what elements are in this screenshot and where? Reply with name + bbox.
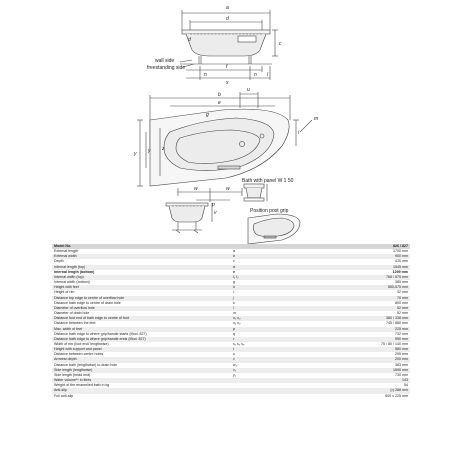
spec-value-cell: 732 mm xyxy=(395,331,408,336)
spec-symbol-cell: y₁ xyxy=(233,372,236,377)
spec-value-cell: 143 xyxy=(330,378,410,383)
spec-name-cell: Distance bath (lengthwise) to drain hole xyxy=(54,362,118,367)
spec-value-cell: 70 mm xyxy=(330,296,410,301)
spec-name-cell: Internal width (bottom) xyxy=(54,280,90,285)
spec-name-cell: Width of rim (foot end/ lengthwise) xyxy=(54,341,109,346)
panel-detail-drawing xyxy=(244,184,267,201)
spec-name-cell: Full anti-slip xyxy=(54,393,74,398)
dim-label-a: a xyxy=(226,5,229,11)
spec-name-cell: Distance bath edge to where grip/handle starts (Mod. 827) xyxy=(54,331,147,336)
dim-label-z: z xyxy=(162,146,165,152)
spec-symbol-cell: h xyxy=(231,285,330,290)
spec-symbol-cell: q xyxy=(233,331,235,336)
spec-name-cell: Diameter of overflow hole xyxy=(52,306,231,311)
spec-symbol-cell: s₁ s₂ s₃ xyxy=(233,341,245,346)
dim-label-m: m xyxy=(314,116,319,122)
spec-name-cell: Internal length (top) xyxy=(52,265,231,270)
spec-value-cell: 383 mm xyxy=(395,362,408,367)
spec-name-cell: Anti-slip xyxy=(52,388,231,393)
spec-symbol-cell: n₁ n₂ xyxy=(231,316,330,321)
spec-name-cell: Side length (lengthwise) xyxy=(52,368,231,373)
dim-label-e: e xyxy=(218,100,221,106)
spec-value-cell: 32 mm xyxy=(397,290,408,295)
wall-side-label: wall side xyxy=(155,58,175,64)
spec-value-cell: 380 / 338 mm xyxy=(330,316,410,321)
spec-symbol-cell: p xyxy=(231,327,330,332)
dim-label-g: g xyxy=(206,112,209,118)
grip-position-drawing xyxy=(248,214,300,244)
spec-value-cell: 800 mm xyxy=(395,300,408,305)
spec-value-cell: 745 / 880 mm xyxy=(386,321,408,326)
spec-value-cell: 1590 mm xyxy=(330,368,410,373)
spec-name-cell: Side length (head end) xyxy=(54,372,91,377)
spec-name-cell: Internal width (top) xyxy=(52,275,231,280)
spec-symbol-cell: v xyxy=(231,357,330,362)
spec-symbol-cell: f₁ f₂ xyxy=(231,275,330,280)
spec-name-cell: Distance bath edge to where grip/handle ends (Mod. 827) xyxy=(52,337,231,342)
spec-name-cell: Height with support and panel xyxy=(52,347,231,352)
spec-symbol-cell: b xyxy=(231,254,330,259)
spec-symbol-cell: o₁ o₂ xyxy=(233,321,241,326)
spec-symbol-cell: r xyxy=(231,337,330,342)
spec-value-cell: 75 / 80 / 140 mm xyxy=(381,341,408,346)
spec-symbol-cell: u xyxy=(233,352,235,357)
dim-label-u2: u xyxy=(247,87,250,93)
dim-label-f: f xyxy=(226,64,228,70)
spec-symbol-cell: m xyxy=(233,311,236,316)
spec-value-cell: 600 x 225 mm xyxy=(385,393,408,398)
spec-name-cell: External width xyxy=(52,254,231,259)
spec-value-cell: 225 mm xyxy=(330,327,410,332)
spec-symbol-cell: l xyxy=(231,306,330,311)
spec-name-cell: Distance between centre holes xyxy=(54,352,104,357)
spec-value-cell: 730 mm xyxy=(395,372,408,377)
spec-name-cell: Distance top edge to centre of overflow hole xyxy=(52,296,231,301)
spec-symbol-cell: g xyxy=(233,280,235,285)
spec-value-cell: 765 / 575 mm xyxy=(330,275,410,280)
spec-symbol-cell: d xyxy=(231,265,330,270)
spec-value-cell: 826 / 827 xyxy=(330,244,410,249)
spec-value-cell: 1299 mm xyxy=(392,269,408,274)
spec-symbol-cell: a xyxy=(233,249,235,254)
spec-name-cell: Height of rim xyxy=(54,290,75,295)
spec-name-cell: Internal length (bottom) xyxy=(54,269,95,274)
spec-name-cell: Distance between the feet xyxy=(54,321,96,326)
end-view-drawing xyxy=(166,203,212,233)
spec-value-cell: 430 mm xyxy=(395,259,408,264)
dim-label-v: v xyxy=(214,210,217,216)
dim-label-c: c xyxy=(279,41,282,47)
spec-name-cell: Diameter of drain hole xyxy=(54,311,90,316)
spec-name-cell: Distance foot end of bath edge to centre of foot xyxy=(52,316,231,321)
spec-name-cell: Height with feet xyxy=(52,285,231,290)
dim-label-l: l xyxy=(267,72,269,78)
dim-label-n1: n xyxy=(204,72,207,78)
spec-symbol-cell: i xyxy=(233,290,234,295)
dim-label-y2: y xyxy=(148,148,151,154)
spec-name-cell: Max. width of feet xyxy=(52,327,231,332)
spec-value-cell: 1700 mm xyxy=(393,249,408,254)
spec-symbol-cell xyxy=(231,394,330,399)
spec-name-cell: Distance bath edge to centre of drain hole xyxy=(54,300,121,305)
spec-value-cell: 550-575 mm xyxy=(330,285,410,290)
table-row xyxy=(52,394,410,399)
spec-value-cell: 52 mm xyxy=(397,311,408,316)
spec-symbol-cell: j xyxy=(231,296,330,301)
freestanding-side-label: freestanding side xyxy=(147,65,186,71)
side-view-drawing xyxy=(180,10,278,80)
spec-name-cell: Depth xyxy=(54,259,64,264)
spec-value-cell: 990 mm xyxy=(330,337,410,342)
spec-value-cell: 54 xyxy=(404,383,408,388)
spec-name-cell: Weight of the enamelled bath in kg xyxy=(54,383,110,388)
spec-value-cell: 52 mm xyxy=(330,306,410,311)
spec-name-cell: External length xyxy=(54,249,78,254)
spec-name-cell: Model No. xyxy=(52,244,231,249)
spec-symbol-cell: t xyxy=(231,347,330,352)
dim-label-i: i xyxy=(298,130,300,136)
spec-symbol-cell: c xyxy=(233,259,235,264)
specification-table xyxy=(52,244,410,399)
spec-symbol-cell: x₁ xyxy=(231,368,330,373)
grip-position-caption: Position post grip xyxy=(250,208,289,214)
dim-label-p: p xyxy=(212,202,215,208)
spec-value-cell: 380 mm xyxy=(395,280,408,285)
spec-name-cell: Water volume** in litres xyxy=(52,378,231,383)
dim-label-b: b xyxy=(218,92,221,98)
dim-label-y1: y xyxy=(134,151,137,157)
spec-value-cell: 1545 mm xyxy=(330,265,410,270)
dim-label-w1: w xyxy=(194,186,198,192)
spec-value-cell: (•) 288 mm xyxy=(330,388,410,393)
panel-detail-caption: Bath with panel W 1 50 xyxy=(242,178,294,184)
dim-label-w2: w xyxy=(226,186,230,192)
spec-value-cell: 580 mm xyxy=(330,347,410,352)
dim-label-d: d xyxy=(226,16,229,22)
spec-symbol-cell: w₁ xyxy=(233,362,237,367)
dim-label-d1: d xyxy=(188,37,191,43)
spec-symbol-cell: e xyxy=(233,269,235,274)
dim-label-x: x xyxy=(226,80,229,86)
spec-symbol-cell: k xyxy=(233,300,235,305)
spec-value-cell: 290 mm xyxy=(395,352,408,357)
spec-name-cell: Armrest depth xyxy=(52,357,231,362)
spec-value-cell: 200 mm xyxy=(330,357,410,362)
spec-value-cell: 900 mm xyxy=(330,254,410,259)
dim-label-n2: n xyxy=(254,72,257,78)
